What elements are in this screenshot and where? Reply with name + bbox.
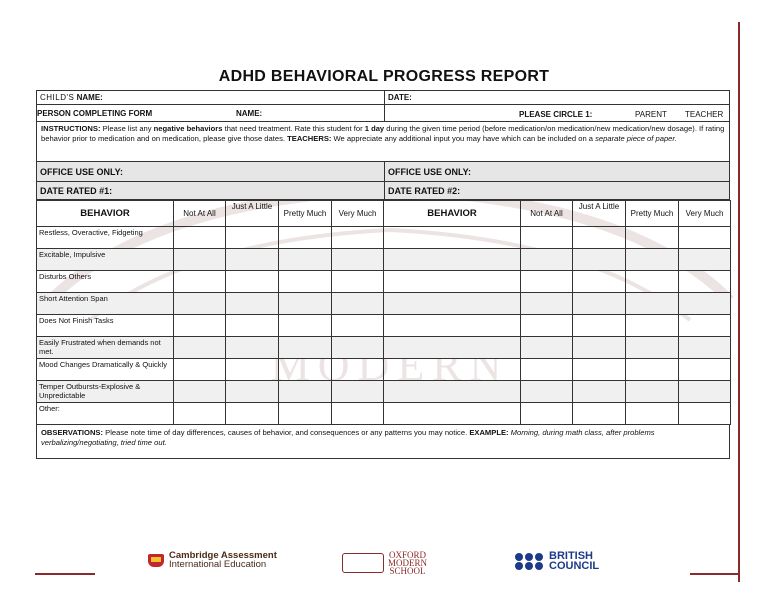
rating-cell[interactable] bbox=[679, 271, 731, 293]
behavior-entry-cell[interactable] bbox=[384, 381, 521, 403]
rating-cell[interactable] bbox=[626, 403, 679, 425]
behavior-row bbox=[37, 271, 731, 293]
behavior-header-1: BEHAVIOR bbox=[37, 201, 174, 227]
rating-cell[interactable] bbox=[626, 227, 679, 249]
behavior-label: Disturbs Others bbox=[37, 271, 174, 293]
person-completing-row bbox=[36, 105, 730, 122]
rating-cell[interactable] bbox=[521, 293, 573, 315]
observations-example-label: EXAMPLE: bbox=[469, 428, 509, 437]
rating-cell[interactable] bbox=[679, 315, 731, 337]
person-completing-label: PERSON COMPLETING FORM bbox=[37, 109, 153, 118]
child-name-row bbox=[36, 90, 730, 105]
child-name-field[interactable] bbox=[37, 91, 384, 104]
behavior-entry-cell[interactable] bbox=[384, 359, 521, 381]
rating-cell[interactable] bbox=[226, 315, 279, 337]
british-line-1: BRITISH bbox=[549, 550, 593, 562]
instructions-text-2: that need treatment. Rate this student for bbox=[222, 124, 365, 133]
partner-logos bbox=[0, 551, 768, 581]
rating-cell[interactable] bbox=[332, 249, 384, 271]
rating-cell[interactable] bbox=[679, 381, 731, 403]
rating-cell[interactable] bbox=[679, 249, 731, 271]
rating-cell[interactable] bbox=[573, 381, 626, 403]
page-title: ADHD BEHAVIORAL PROGRESS REPORT bbox=[218, 68, 550, 85]
rating-cell[interactable] bbox=[521, 227, 573, 249]
instructions-bold-1: negative behaviors bbox=[153, 124, 223, 133]
observations-block[interactable] bbox=[36, 425, 730, 459]
instructions-block bbox=[36, 122, 730, 162]
behavior-row bbox=[37, 249, 731, 271]
rating-cell[interactable] bbox=[174, 359, 226, 381]
behavior-label: Temper Outbursts-Explosive & Unpredictable bbox=[37, 381, 174, 403]
rating-cell[interactable] bbox=[332, 381, 384, 403]
office-use-right: OFFICE USE ONLY: bbox=[384, 162, 731, 181]
office-use-row bbox=[36, 162, 730, 182]
rating-cell[interactable] bbox=[279, 337, 332, 359]
col-just-a-little-2: Just A Little bbox=[573, 201, 626, 227]
rating-cell[interactable] bbox=[332, 227, 384, 249]
col-very-much-2: Very Much bbox=[679, 201, 731, 227]
rating-cell[interactable] bbox=[279, 249, 332, 271]
rating-cell[interactable] bbox=[332, 403, 384, 425]
col-pretty-much-2: Pretty Much bbox=[626, 201, 679, 227]
circle-one-label: PLEASE CIRCLE 1: bbox=[519, 110, 593, 119]
behavior-label: Mood Changes Dramatically & Quickly bbox=[37, 359, 174, 381]
behavior-label: Easily Frustrated when demands not met. bbox=[37, 337, 174, 359]
rating-cell[interactable] bbox=[332, 359, 384, 381]
rating-cell[interactable] bbox=[226, 403, 279, 425]
rating-cell[interactable] bbox=[226, 271, 279, 293]
rating-cell[interactable] bbox=[573, 249, 626, 271]
watermark-text: MODERN bbox=[270, 341, 510, 390]
behavior-row bbox=[37, 227, 731, 249]
rating-cell[interactable] bbox=[226, 293, 279, 315]
behavior-entry-cell[interactable] bbox=[384, 293, 521, 315]
rating-cell[interactable] bbox=[679, 337, 731, 359]
office-use-left: OFFICE USE ONLY: bbox=[40, 167, 124, 177]
oxford-line-1: OXFORD bbox=[389, 550, 427, 560]
rating-cell[interactable] bbox=[521, 271, 573, 293]
rating-cell[interactable] bbox=[226, 337, 279, 359]
behavior-label: Short Attention Span bbox=[37, 293, 174, 315]
rating-cell[interactable] bbox=[279, 293, 332, 315]
oxford-modern-school-logo bbox=[342, 551, 427, 575]
rating-cell[interactable] bbox=[332, 337, 384, 359]
instructions-lead: INSTRUCTIONS: bbox=[41, 124, 101, 133]
rating-cell[interactable] bbox=[626, 381, 679, 403]
rating-cell[interactable] bbox=[573, 359, 626, 381]
behavior-label: Does Not Finish Tasks bbox=[37, 315, 174, 337]
rating-cell[interactable] bbox=[174, 227, 226, 249]
rating-cell[interactable] bbox=[226, 359, 279, 381]
report-form bbox=[36, 90, 730, 459]
behavior-row bbox=[37, 403, 731, 425]
col-pretty-much-1: Pretty Much bbox=[279, 201, 332, 227]
date-label: DATE: bbox=[388, 93, 412, 102]
rating-cell[interactable] bbox=[226, 381, 279, 403]
rating-cell[interactable] bbox=[626, 337, 679, 359]
col-not-at-all-2: Not At All bbox=[521, 201, 573, 227]
rating-cell[interactable] bbox=[626, 271, 679, 293]
rating-cell[interactable] bbox=[521, 381, 573, 403]
rating-cell[interactable] bbox=[679, 227, 731, 249]
behavior-entry-cell[interactable] bbox=[384, 227, 521, 249]
british-council-dots-icon bbox=[515, 553, 544, 570]
rating-cell[interactable] bbox=[573, 227, 626, 249]
behavior-header-2: BEHAVIOR bbox=[384, 201, 521, 227]
rating-cell[interactable] bbox=[679, 293, 731, 315]
col-not-at-all-1: Not At All bbox=[174, 201, 226, 227]
col-just-a-little-1: Just A Little bbox=[226, 201, 279, 227]
rating-cell[interactable] bbox=[279, 381, 332, 403]
rating-cell[interactable] bbox=[174, 315, 226, 337]
cambridge-logo bbox=[148, 551, 277, 569]
rating-cell[interactable] bbox=[573, 293, 626, 315]
rating-cell[interactable] bbox=[226, 249, 279, 271]
rating-cell[interactable] bbox=[174, 337, 226, 359]
rating-cell[interactable] bbox=[573, 403, 626, 425]
oxford-line-2: MODERN bbox=[388, 558, 428, 568]
rating-cell[interactable] bbox=[332, 271, 384, 293]
childs-label: CHILD'S bbox=[40, 93, 75, 102]
oxford-line-3: SCHOOL bbox=[389, 566, 426, 576]
name-label: NAME: bbox=[76, 93, 103, 102]
rating-cell[interactable] bbox=[573, 337, 626, 359]
rating-cell[interactable] bbox=[279, 359, 332, 381]
behavior-rating-table bbox=[36, 200, 731, 425]
observations-lead: OBSERVATIONS: bbox=[41, 428, 104, 437]
cambridge-line-1: Cambridge Assessment bbox=[169, 550, 277, 561]
rating-cell[interactable] bbox=[573, 315, 626, 337]
rating-cell[interactable] bbox=[679, 403, 731, 425]
rating-cell[interactable] bbox=[226, 227, 279, 249]
rating-cell[interactable] bbox=[626, 315, 679, 337]
rating-cell[interactable] bbox=[174, 249, 226, 271]
rating-cell[interactable] bbox=[521, 337, 573, 359]
behavior-entry-cell[interactable] bbox=[384, 315, 521, 337]
rating-cell[interactable] bbox=[626, 249, 679, 271]
rating-cell[interactable] bbox=[174, 271, 226, 293]
instructions-bold-2: 1 day bbox=[364, 124, 385, 133]
observations-text: Please note time of day differences, causes of behavior, and consequences or any patterns you may notice. bbox=[103, 428, 470, 437]
observations-example-text: Morning, during math class, after problems verbalizing/negotiating, tried time out. bbox=[41, 428, 655, 447]
instructions-italic: separate piece of paper. bbox=[595, 134, 677, 143]
behavior-entry-cell[interactable] bbox=[384, 403, 521, 425]
oxford-crest-icon bbox=[342, 553, 384, 573]
date-rated-1[interactable]: DATE RATED #1: bbox=[40, 186, 113, 196]
rating-cell[interactable] bbox=[573, 271, 626, 293]
behavior-label: Excitable, Impulsive bbox=[37, 249, 174, 271]
behavior-entry-cell[interactable] bbox=[384, 337, 521, 359]
british-council-logo bbox=[515, 551, 599, 571]
rating-cell[interactable] bbox=[521, 403, 573, 425]
rating-cell[interactable] bbox=[174, 403, 226, 425]
rating-cell[interactable] bbox=[279, 315, 332, 337]
cambridge-line-2: International Education bbox=[169, 559, 267, 570]
behavior-label: Other: bbox=[37, 403, 174, 425]
behavior-entry-cell[interactable] bbox=[384, 271, 521, 293]
rating-cell[interactable] bbox=[174, 293, 226, 315]
behavior-row bbox=[37, 359, 731, 381]
rating-cell[interactable] bbox=[279, 403, 332, 425]
rating-cell[interactable] bbox=[332, 315, 384, 337]
rating-cell[interactable] bbox=[521, 249, 573, 271]
rating-cell[interactable] bbox=[521, 359, 573, 381]
col-very-much-1: Very Much bbox=[332, 201, 384, 227]
completer-name-label[interactable]: NAME: bbox=[236, 109, 263, 118]
behavior-row bbox=[37, 293, 731, 315]
behavior-row bbox=[37, 337, 731, 359]
behavior-row bbox=[37, 381, 731, 403]
teacher-option[interactable]: TEACHER bbox=[685, 110, 724, 119]
rating-cell[interactable] bbox=[174, 381, 226, 403]
date-rated-2[interactable]: DATE RATED #2: bbox=[384, 182, 731, 199]
parent-option[interactable]: PARENT bbox=[635, 110, 667, 119]
instructions-text-4: We appreciate any additional input you may have which can be included on a bbox=[331, 134, 596, 143]
rating-cell[interactable] bbox=[332, 293, 384, 315]
circle-one-field bbox=[384, 105, 731, 121]
behavior-row bbox=[37, 315, 731, 337]
rating-cell[interactable] bbox=[521, 315, 573, 337]
behavior-entry-cell[interactable] bbox=[384, 249, 521, 271]
date-field[interactable] bbox=[384, 91, 731, 104]
rating-cell[interactable] bbox=[626, 293, 679, 315]
rating-cell[interactable] bbox=[279, 271, 332, 293]
date-rated-row bbox=[36, 182, 730, 200]
table-header-row bbox=[37, 201, 731, 227]
instructions-bold-3: TEACHERS: bbox=[287, 134, 332, 143]
instructions-text-1: Please list any bbox=[100, 124, 154, 133]
cambridge-shield-icon bbox=[148, 554, 164, 567]
rating-cell[interactable] bbox=[279, 227, 332, 249]
rating-cell[interactable] bbox=[679, 359, 731, 381]
behavior-label: Restless, Overactive, Fidgeting bbox=[37, 227, 174, 249]
british-line-2: COUNCIL bbox=[549, 560, 600, 572]
instructions-text-3: during the given time period (before medication/on medication/new medication/new dosage). If rating behavior prior to medication and on medication, please give those dates. bbox=[41, 124, 725, 143]
frame-right-border bbox=[738, 22, 740, 582]
rating-cell[interactable] bbox=[626, 359, 679, 381]
